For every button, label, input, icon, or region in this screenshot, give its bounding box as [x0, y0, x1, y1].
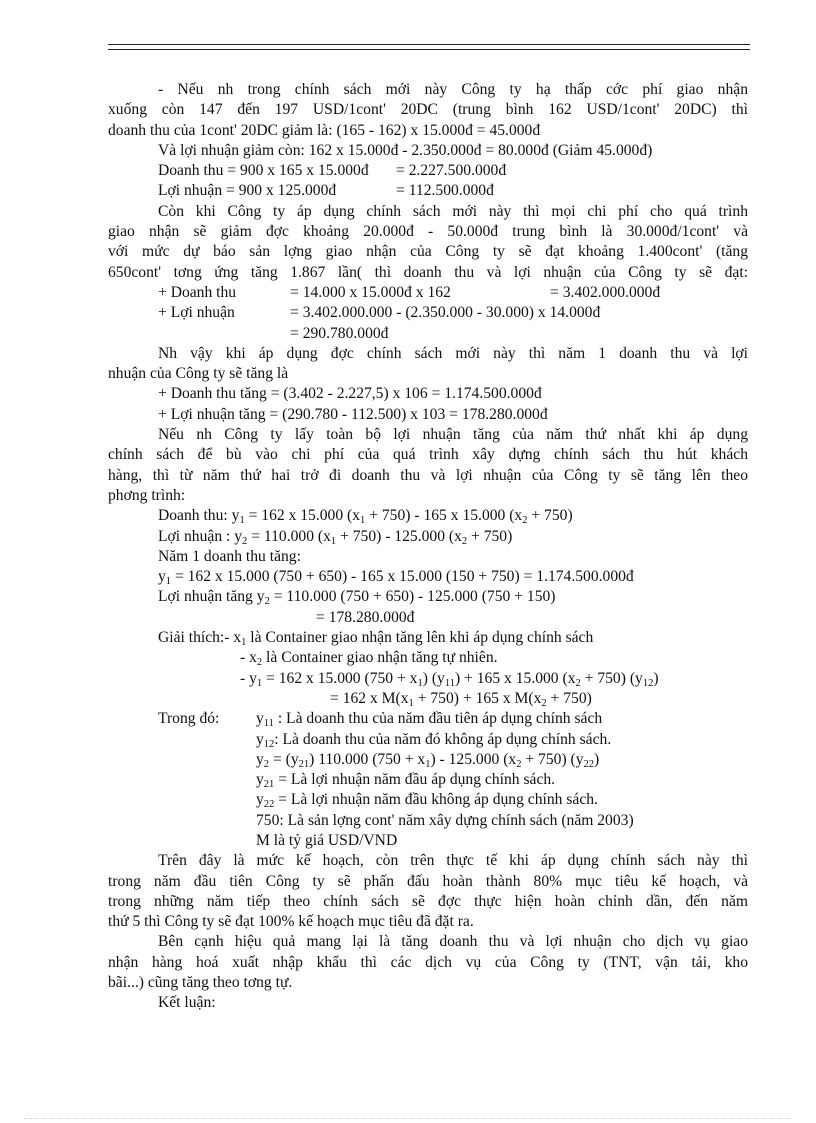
- eq-text: + 750) - 125.000 (x: [336, 527, 462, 545]
- equation-line: [108, 770, 748, 790]
- eq-text: : Là doanh thu của năm đó không áp dụng chính sách.: [274, 730, 612, 748]
- eq-text: + 750) (y: [580, 669, 643, 687]
- text-line: Còn khi Công ty áp dụng chính sách mới này thì mọi chi phí cho quá trình: [158, 202, 748, 220]
- eq-text: ) 110.000 (750 + x: [309, 750, 426, 768]
- text-line: thứ 5 thì Công ty sẽ đạt 100% kế hoạch mục tiêu đã đặt ra.: [108, 913, 474, 931]
- calc-label: + Doanh thu: [158, 283, 237, 301]
- text-line: Nh vậy khi áp dụng đợc chính sách mới này thì năm 1 doanh thu và lợi: [158, 344, 748, 362]
- text-line: trong năm đầu tiên Công ty sẽ phấn đấu hoàn thành 80% mục tiêu kế hoạch, và: [108, 872, 748, 890]
- subscript: 2: [541, 697, 547, 709]
- subscript: 2: [575, 677, 581, 689]
- calc-value: = 290.780.000đ: [290, 324, 389, 342]
- text-line: trong những năm tiếp theo chính sách sẽ đợc thực hiện hoàn chỉnh dần, đến năm: [108, 892, 748, 910]
- eq-text: + 750) + 165 x M(x: [413, 689, 542, 707]
- eq-text: + 750) - 165 x 15.000 (x: [365, 507, 523, 525]
- subscript: 1: [165, 576, 172, 588]
- calc-formula: = 14.000 x 15.000đ x 162: [290, 283, 451, 301]
- eq-text: Lợi nhuận tăng y: [158, 588, 265, 606]
- eq-text: - y: [240, 669, 257, 687]
- subscript: 12: [263, 738, 275, 750]
- text-line: Và lợi nhuận giảm còn: 162 x 15.000đ - 2.350.000đ = 80.000đ (Giảm 45.000đ): [158, 141, 653, 159]
- text-line: hàng, thì từ năm thứ hai trở đi doanh thu và lợi nhuận của Công ty sẽ tăng lên theo: [108, 466, 748, 484]
- subscript: 1: [408, 697, 414, 709]
- text-line: chính sách để bù vào chi phí của quá trình xây dựng chính sách thu hút khách: [108, 446, 748, 464]
- subscript: 2: [264, 596, 270, 608]
- subscript: 1: [330, 535, 337, 547]
- eq-text: : Là doanh thu của năm đầu tiên áp dụng chính sách: [273, 710, 603, 728]
- calc-line: [108, 161, 748, 181]
- subscript: 1: [256, 677, 263, 689]
- text-line: 750: Là sản lợng cont' năm xây dựng chính sách (năm 2003): [256, 811, 634, 829]
- header-rule-bottom: [108, 49, 750, 50]
- subscript: 2: [263, 758, 270, 770]
- page-bottom-border: [24, 1118, 792, 1119]
- calc-label: + Lợi nhuận: [158, 304, 235, 322]
- calc-line: [108, 283, 748, 303]
- text-line: + Lợi nhuận tăng = (290.780 - 112.500) x 103 = 178.280.000đ: [158, 405, 548, 423]
- eq-text: y: [256, 750, 264, 768]
- subscript: 1: [239, 515, 245, 527]
- text-line: Năm 1 doanh thu tăng:: [158, 547, 301, 565]
- text-line: phơng trình:: [108, 486, 186, 504]
- equation-line: [108, 648, 748, 668]
- text-line: M là tỷ giá USD/VND: [256, 831, 398, 849]
- equation-line: [108, 527, 748, 547]
- subscript: 21: [263, 779, 275, 791]
- text-line: xuống còn 147 đến 197 USD/1cont' 20DC (trung bình 162 USD/1cont' 20DC) thì: [108, 101, 748, 119]
- subscript: 2: [256, 657, 263, 669]
- eq-text: - x: [240, 649, 257, 667]
- eq-text: = 110.000 (750 + 650) - 125.000 (750 + 150): [269, 588, 556, 606]
- subscript: 11: [263, 718, 274, 730]
- header-rule-top: [108, 44, 750, 45]
- eq-text: y: [256, 771, 264, 789]
- equation-line: [108, 689, 748, 709]
- equation-line: [108, 628, 748, 648]
- eq-text: y: [158, 568, 166, 586]
- text-line: - Nếu nh trong chính sách mới này Công ty hạ thấp cớc phí giao nhận: [158, 81, 748, 98]
- calc-line: [108, 303, 748, 323]
- equation-line: [108, 709, 748, 729]
- eq-text: ) + 165 x 15.000 (x: [454, 669, 576, 687]
- eq-text: y: [256, 730, 264, 748]
- equation-line: = 178.280.000đ: [316, 608, 415, 626]
- calc-value: = 112.500.000đ: [396, 182, 494, 200]
- eq-text: y: [256, 710, 264, 728]
- text-line: Trên đây là mức kế hoạch, còn trên thực tế khi áp dụng chính sách này thì: [158, 852, 748, 870]
- eq-text: = 110.000 (x: [247, 527, 331, 545]
- equation-line: [108, 506, 748, 526]
- subscript: 22: [583, 758, 595, 770]
- subscript: 22: [263, 799, 275, 811]
- equation-line: [108, 587, 748, 607]
- calc-line: [108, 181, 748, 201]
- eq-text: ) - 125.000 (x: [430, 750, 517, 768]
- text-line: bãi...) cũng tăng theo tơng tự.: [108, 974, 293, 992]
- equation-line: [108, 750, 748, 770]
- text-line: với mức dự báo sản lợng giao nhận của Công ty sẽ đạt khoảng 1.400cont' (tăng: [108, 243, 748, 261]
- equation-line: [108, 790, 748, 810]
- eq-text: + 750): [467, 527, 513, 545]
- eq-text: ): [594, 750, 600, 768]
- eq-text: là Container giao nhận tăng tự nhiên.: [262, 649, 498, 667]
- eq-text: Doanh thu: y: [158, 507, 240, 525]
- subscript: 2: [516, 758, 522, 770]
- eq-text: = 162 x 15.000 (750 + 650) - 165 x 15.000 (150 + 750) = 1.174.500.000đ: [171, 568, 634, 586]
- subscript: 1: [241, 637, 247, 649]
- text-line: nhuận của Công ty sẽ tăng là: [108, 365, 289, 383]
- text-line: Nếu nh Công ty lấy toàn bộ lợi nhuận tăng của năm thứ nhất khi áp dụng: [158, 426, 748, 444]
- eq-text: = 162 x 15.000 (750 + x: [262, 669, 418, 687]
- calc-label: Doanh thu = 900 x 165 x 15.000đ: [158, 162, 369, 180]
- calc-value: = 2.227.500.000đ: [396, 162, 507, 180]
- eq-text: ): [653, 669, 659, 687]
- equation-line: [108, 669, 748, 689]
- eq-text: Lợi nhuận : y: [158, 527, 243, 545]
- calc-value: = 3.402.000.000đ: [550, 283, 661, 301]
- body-text: [108, 80, 748, 1014]
- equation-line: [108, 567, 748, 587]
- subscript: 2: [461, 535, 468, 547]
- subscript: 1: [425, 758, 431, 770]
- subscript: 12: [642, 677, 654, 689]
- eq-text: = 162 x M(x: [330, 689, 409, 707]
- eq-text: Giải thích:- x: [158, 629, 242, 647]
- subscript: 21: [298, 758, 310, 770]
- text-line: + Doanh thu tăng = (3.402 - 2.227,5) x 106 = 1.174.500.000đ: [158, 385, 542, 403]
- text-line: 650cont' tơng ứng tăng 1.867 lần( thì doanh thu và lợi nhuận của Công ty sẽ đạt:: [108, 263, 748, 281]
- eq-text: = 162 x 15.000 (x: [244, 507, 361, 525]
- calc-label: Lợi nhuận = 900 x 125.000đ: [158, 182, 337, 200]
- eq-text: là Container giao nhận tăng lên khi áp dụng chính sách: [246, 629, 594, 647]
- subscript: 1: [360, 515, 366, 527]
- calc-formula: = 3.402.000.000 - (2.350.000 - 30.000) x 14.000đ: [290, 304, 601, 322]
- equation-line: [108, 730, 748, 750]
- subscript: 1: [417, 677, 423, 689]
- text-line: doanh thu của 1cont' 20DC giảm là: (165 - 162) x 15.000đ = 45.000đ: [108, 121, 541, 139]
- eq-text: + 750): [527, 507, 573, 525]
- section-heading: Kết luận:: [158, 994, 216, 1012]
- calc-line: [108, 324, 748, 344]
- eq-text: = Là lợi nhuận năm đầu áp dụng chính sách.: [274, 771, 556, 789]
- subscript: 2: [242, 535, 248, 547]
- eq-text: = (y: [269, 750, 299, 768]
- text-line: nhận hàng hoá xuất nhập khẩu thì các dịch vụ của Công ty (TNT, vận tải, kho: [108, 953, 748, 971]
- subscript: 2: [522, 515, 528, 527]
- eq-label: Trong đó:: [158, 710, 220, 728]
- text-line: giao nhận sẽ giảm đợc khoảng 20.000đ - 50.000đ trung bình là 30.000đ/1cont' và: [108, 223, 748, 241]
- subscript: 11: [444, 677, 455, 689]
- eq-text: + 750) (y: [521, 750, 584, 768]
- eq-text: = Là lợi nhuận năm đầu không áp dụng chính sách.: [274, 791, 598, 809]
- eq-text: + 750): [546, 689, 592, 707]
- eq-text: y: [256, 791, 264, 809]
- text-line: Bên cạnh hiệu quả mang lại là tăng doanh thu và lợi nhuận cho dịch vụ giao: [158, 933, 748, 951]
- eq-text: ) (y: [422, 669, 445, 687]
